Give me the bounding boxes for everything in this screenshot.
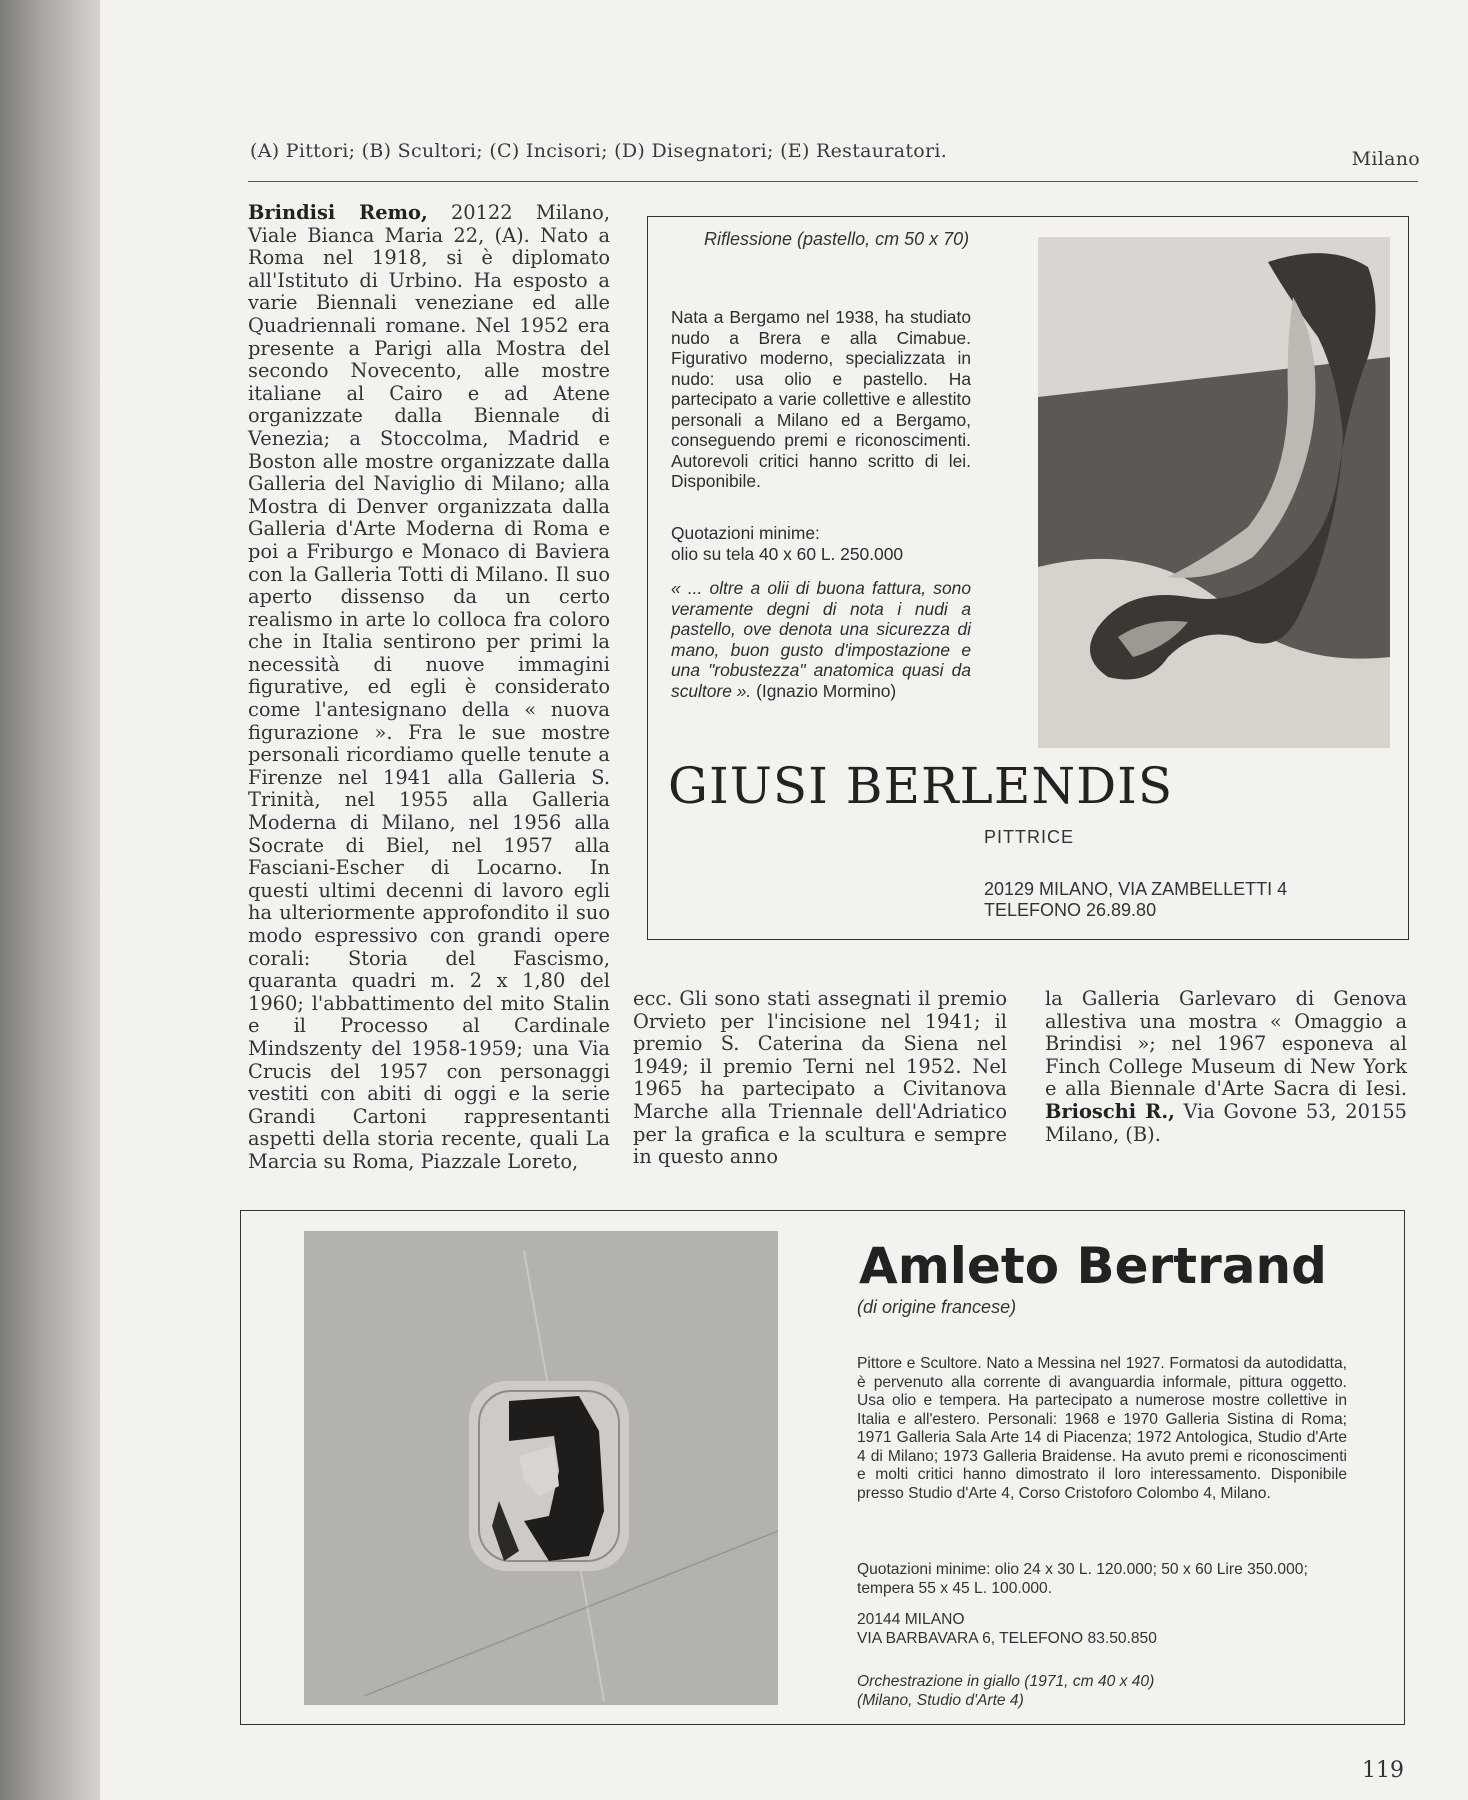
artist-address-bertrand bbox=[857, 1611, 1157, 1648]
entry-name-brindisi: Brindisi Remo, bbox=[248, 201, 428, 224]
price-quotations-bertrand: Quotazioni minime: olio 24 x 30 L. 120.000; 50 x 60 Lire 350.000; tempera 55 x 45 L. 100.000. bbox=[857, 1561, 1308, 1597]
entry-text-end: la Galleria Garlevaro di Genova allestiva una mostra « Omaggio a Brindisi »; nel 1967 esponeva al Finch College Museum di New York e alla Biennale d'Arte Sacra di Iesi. bbox=[1045, 987, 1407, 1101]
entry-text-continued: ecc. Gli sono stati assegnati il premio Orvieto per l'incisione nel 1941; il premio S. Caterina da Siena nel 1949; il premio Terni nel 1952. Nel 1965 ha partecipato a Civitanova Marche alla Triennale dell'Adriatico per la grafica e la scultura e sempre in questo anno bbox=[633, 987, 1007, 1169]
artist-address bbox=[984, 879, 1287, 921]
article-column-1 bbox=[248, 202, 610, 1174]
article-column-2 bbox=[633, 988, 1007, 1169]
quote-author: (Ignazio Mormino) bbox=[756, 680, 897, 701]
price-quotations bbox=[671, 523, 971, 564]
phone-line: TELEFONO 26.89.80 bbox=[984, 900, 1157, 920]
address-line-2: VIA BARBAVARA 6, TELEFONO 83.50.850 bbox=[857, 1629, 1157, 1647]
ad-box-bertrand bbox=[240, 1210, 1405, 1725]
artist-name-berlendis: GIUSI BERLENDIS bbox=[668, 757, 1174, 815]
critic-quote bbox=[671, 578, 971, 701]
section-city: Milano bbox=[1351, 148, 1420, 170]
artist-origin: (di origine francese) bbox=[857, 1297, 1017, 1317]
address-line: 20129 MILANO, VIA ZAMBELLETTI 4 bbox=[984, 879, 1288, 899]
article-column-3 bbox=[1045, 988, 1407, 1146]
entry-text-brioschi: Via Govone 53, 20155 Milano, (B). bbox=[1045, 1099, 1407, 1146]
artist-name-bertrand: Amleto Bertrand bbox=[859, 1237, 1327, 1295]
address-line-1: 20144 MILANO bbox=[857, 1611, 965, 1628]
running-head bbox=[250, 140, 1420, 170]
category-legend: (A) Pittori; (B) Scultori; (C) Incisori; (D) Disegnatori; (E) Restauratori. bbox=[250, 140, 948, 162]
caption-line-1: Orchestrazione in giallo (1971, cm 40 x 40) bbox=[857, 1673, 1155, 1690]
quote-text: « ... oltre a olii di buona fattura, sono veramente degni di nota i nudi a pastello, ove denota una sicurezza di mano, buon gusto d'impostazione e una "robustezza" anatomica quasi da scultore ». bbox=[671, 578, 971, 701]
artist-bio-bertrand: Pittore e Scultore. Nato a Messina nel 1927. Formatosi da autodidatta, è pervenuto alla corrente di avanguardia informale, pittura oggetto. Usa olio e tempera. Ha partecipato a numerose mostre collettive in Italia e all'estero. Personali: 1968 e 1970 Galleria Sistina di Roma; 1971 Galleria Sala Arte 14 di Piacenza; 1972 Antologica, Studio d'Arte 4 di Milano; 1973 Galleria Braidense. Ha avuto premi e riconoscimenti e molti critici hanno dimostrato il loro interessamento. Disponibile presso Studio d'Arte 4, Corso Cristoforo Colombo 4, Milano. bbox=[857, 1355, 1347, 1502]
quotations-title: Quotazioni minime: bbox=[671, 523, 820, 543]
ad-box-berlendis bbox=[647, 216, 1409, 940]
header-rule bbox=[248, 181, 1418, 182]
page-number: 119 bbox=[1362, 1758, 1404, 1783]
artist-bio: Nata a Bergamo nel 1938, ha studiato nudo a Brera e alla Cimabue. Figurativo moderno, specializzata in nudo: usa olio e pastello. Ha partecipato a varie collettive e allestito personali a Milano ed a Bergamo, conseguendo premi e riconoscimenti. Autorevoli critici hanno scritto di lei. Disponibile. bbox=[671, 307, 971, 491]
artwork-image-orchestrazione bbox=[304, 1231, 778, 1705]
entry-name-brioschi: Brioschi R., bbox=[1045, 1099, 1175, 1123]
artwork-caption-bertrand bbox=[857, 1673, 1154, 1710]
artist-role: PITTRICE bbox=[984, 827, 1075, 847]
caption-line-2: (Milano, Studio d'Arte 4) bbox=[857, 1691, 1024, 1709]
quotations-value: olio su tela 40 x 60 L. 250.000 bbox=[671, 543, 904, 564]
artwork-image-nude-pastel bbox=[1038, 237, 1390, 748]
entry-text-brindisi: 20122 Milano, Viale Bianca Maria 22, (A). Nato a Roma nel 1918, si è diplomato all'Istituto di Urbino. Ha esposto a varie Biennali veneziane ed alle Quadriennali romane. Nel 1952 era presente a Parigi alla Mostra del secondo Novecento, alle mostre italiane al Cairo e ad Atene organizzate dalla Biennale di Venezia; a Stoccolma, Madrid e Boston alle mostre organizzate dalla Galleria del Naviglio di Milano; alla Mostra di Denver organizzata dalla Galleria d'Arte Moderna di Roma e poi a Friburgo e Monaco di Baviera con la Galleria Totti di Milano. Il suo aperto dissenso da un certo realismo in arte lo colloca fra coloro che in Italia sentirono per primi la necessità di nuove immagini figurative, ed egli è considerato come l'antesignano della « nuova figurazione ». Fra le sue mostre personali ricordiamo quelle tenute a Firenze nel 1941 alla Galleria S. Trinità, nel 1955 alla Galleria Moderna di Milano, nel 1956 alla Socrate di Biel, nel 1957 alla Fasciani-Escher di Locarno. In questi ultimi decenni di lavoro egli ha ulteriormente approfondito il suo modo espressivo con grandi opere corali: Storia del Fascismo, quaranta quadri m. 2 x 1,80 del 1960; l'abbattimento del mito Stalin e il Processo al Cardinale Mindszenty del 1958-1959; una Via Crucis del 1957 con personaggi vestiti con abiti di oggi e la serie Grandi Cartoni rappresentanti aspetti della storia recente, quali La Marcia su Roma, Piazzale Loreto, bbox=[248, 201, 610, 1173]
artwork-caption: Riflessione (pastello, cm 50 x 70) bbox=[704, 229, 970, 249]
